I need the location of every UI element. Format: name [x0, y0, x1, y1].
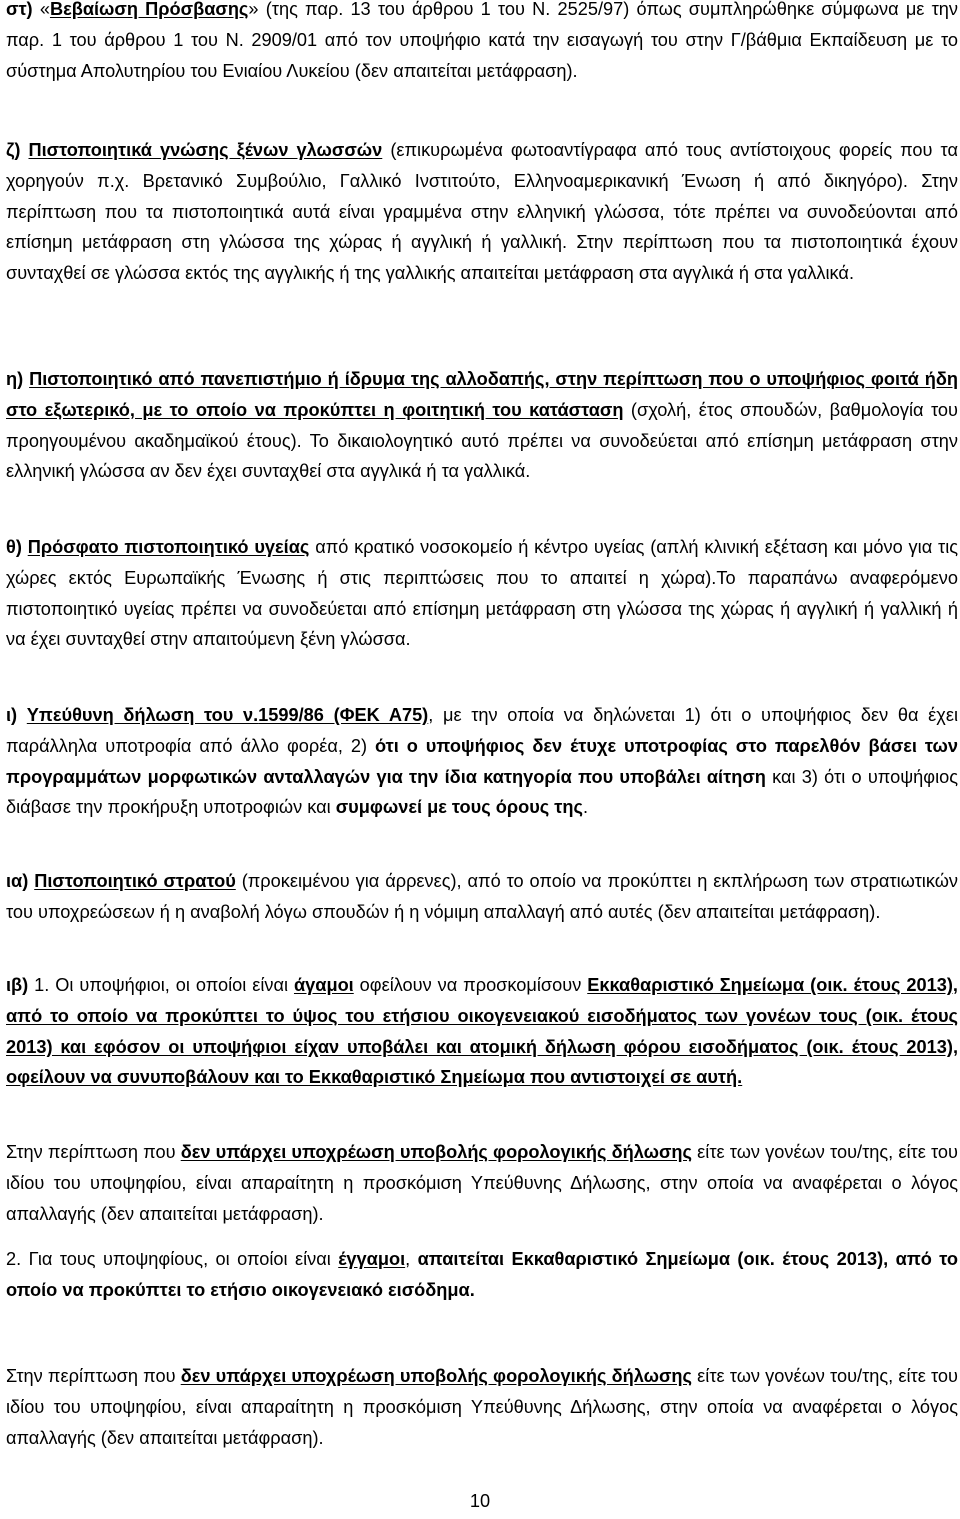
item-label: η) [6, 369, 24, 389]
item-text: (σχολή, έτος σπουδών, βαθμολογία του προηγουμένου ακαδημαϊκού έτους). Το δικαιολογητικό αυτό πρέπει να συνοδεύεται από επίσημη μετάφραση στην ελληνική γλώσσα αν δεν έχει συνταχθεί στα αγγλικά ή τα γαλλικά. [6, 399, 958, 482]
paragraph-iota [6, 700, 958, 823]
item-text: 1. Οι υποψήφιοι, οι οποίοι είναι [28, 975, 294, 995]
item-label: ια) [6, 871, 29, 891]
paragraph-i [6, 364, 958, 487]
item-term-cont: , στην περίπτωση που ο υποψήφιος φοιτά ήδη στο εξωτερικό, με το οποίο να προκύπτει η φοιτητική του κατάσταση [6, 369, 958, 420]
item-text: και 3) ότι ο υποψήφιος διάβασε την προκήρυξη υποτροφιών και [6, 766, 958, 818]
item-text: , [405, 1249, 418, 1269]
item-text: Στην περίπτωση που [6, 1142, 181, 1162]
item-emphasis: δεν υπάρχει υποχρέωση υποβολής φορολογικής δήλωσης [180, 1142, 692, 1162]
item-emphasis: Εκκαθαριστικό Σημείωμα (οικ. έτους 2013), από το οποίο να προκύπτει το ύψος του ετήσιου οικογενειακού εισοδήματος των γονέων τους (οικ. έτους 2013) και εφόσον οι υποψήφιοι είχαν υποβάλει και ατομική δήλωση φόρου εισοδήματος (οικ. έτους 2013), οφείλουν να συνυποβάλουν και το Εκκαθαριστικό Σημείωμα που αντιστοιχεί σε αυτή. [6, 975, 958, 1088]
item-text: (προκειμένου για άρρενες), από το οποίο να προκύπτει η εκπλήρωση των στρατιωτικών του υποχρεώσεων ή η αναβολή λόγω σπουδών ή η νόμιμη απαλλαγή από αυτές (δεν απαιτείται μετάφραση). [6, 871, 958, 922]
paragraph-ia [6, 866, 958, 928]
item-term: Πρόσφατο πιστοποιητικό υγείας [27, 537, 310, 557]
item-text: . [582, 797, 589, 818]
paragraph-case-2 [6, 1361, 958, 1453]
item-text: , με την οποία να δηλώνεται 1) ότι ο υποψήφιος δεν θα έχει παράλληλα υποτροφία από άλλο φορέα, 2) [6, 705, 958, 756]
paragraph-th [6, 532, 958, 655]
paragraph-z [6, 135, 958, 289]
item-label: ι) [6, 705, 18, 725]
paragraph-ib [6, 970, 958, 1093]
item-text: είτε των γονέων του/της, είτε του ιδίου του υποψηφίου, είναι απαραίτητη η προσκόμιση Υπεύθυνης Δήλωσης, στην οποία να αναφέρεται ο λόγος απαλλαγής (δεν απαιτείται μετάφραση). [6, 1366, 958, 1448]
item-text: οφείλουν να προσκομίσουν [353, 975, 588, 995]
item-text: από κρατικό νοσοκομείο ή κέντρο υγείας (απλή κλινική εξέταση και μόνο για τις χώρες εκτός Ευρωπαϊκής Ένωσης ή στις περιπτώσεις που το απαιτεί η χώρα).Το παραπάνω αναφερόμενο πιστοποιητικό υγείας πρέπει να συνοδεύεται από επίσημη μετάφραση στη γλώσσα της χώρας ή αγγλική ή γαλλική ή να έχει συνταχθεί στην απαιτούμενη ξένη γλώσσα. [6, 537, 959, 650]
item-emphasis: έγγαμοι [338, 1249, 406, 1269]
item-term: Πιστοποιητικό από πανεπιστήμιο ή ίδρυμα της αλλοδαπής [29, 369, 545, 389]
page-number: 10 [469, 1491, 491, 1511]
paragraph-case-1 [6, 1137, 958, 1229]
item-term: Υπεύθυνη δήλωση του ν. [26, 705, 259, 725]
item-text: (επικυρωμένα φωτοαντίγραφα από τους αντίστοιχους φορείς που τα χορηγούν π.χ. Βρετανικό Συμβούλιο, Γαλλικό Ινστιτούτο, Ελληνοαμερικανική Ένωση ή από δικηγόρο). Στην περίπτωση που τα πιστοποιητικά αυτά είναι γραμμένα στην ελληνική γλώσσα, τότε πρέπει να συνοδεύονται από επίσημη μετάφραση στη γλώσσα της χώρας ή αγγλική ή γαλλική. Στην περίπτωση που τα πιστοποιητικά έχουν συνταχθεί σε γλώσσα εκτός της αγγλικής ή της γαλλικής απαιτείται μετάφραση στα αγγλικά ή στα γαλλικά. [6, 140, 958, 284]
item-text: 2. Για τους υποψηφίους, οι οποίοι είναι [6, 1249, 339, 1269]
item-label: στ) [6, 0, 33, 19]
item-term: Βεβαίωση Πρόσβασης [49, 0, 249, 19]
item-emphasis: άγαμοι [293, 975, 354, 995]
item-term: Πιστοποιητικό στρατού [34, 871, 236, 891]
item-text: (της παρ. 13 του άρθρου 1 του Ν. 2525/97) όπως συμπληρώθηκε σύμφωνα με την παρ. 1 του άρθρου 1 του Ν. 2909/01 από τον υποψήφιο κατά την εισαγωγή του στην Γ/βάθμια Εκπαίδευση με το σύστημα Απολυτηρίου του Ενιαίου Λυκείου (δεν απαιτείται μετάφραση). [6, 0, 958, 81]
item-text: Στην περίπτωση που [6, 1366, 181, 1386]
paragraph-st [6, 0, 958, 86]
item-emphasis: απαιτείται Εκκαθαριστικό Σημείωμα (οικ. έτους 2013), από το οποίο να προκύπτει το ετήσιο οικογενειακό εισόδημα. [6, 1249, 959, 1300]
item-text: είτε των γονέων του/της, είτε του ιδίου του υποψηφίου, είναι απαραίτητη η προσκόμιση Υπεύθυνης Δήλωσης, στην οποία να αναφέρεται ο λόγος απαλλαγής (δεν απαιτείται μετάφραση). [6, 1142, 958, 1224]
item-label: θ) [6, 537, 22, 557]
paragraph-2 [6, 1244, 958, 1306]
quote-close: » [248, 0, 259, 19]
item-emphasis: συμφωνεί με τους όρους της [335, 797, 583, 818]
item-term: Πιστοποιητικά γνώσης ξένων γλωσσών [28, 140, 383, 160]
item-label: ζ) [6, 140, 21, 160]
item-emphasis: ότι ο υποψήφιος δεν έτυχε υποτροφίας στο παρελθόν βάσει των προγραμμάτων μορφωτικών ανταλλαγών για την ίδια κατηγορία που υποβάλει αίτηση [6, 735, 958, 787]
quote-open: « [39, 0, 50, 19]
item-label: ιβ) [6, 975, 29, 995]
item-emphasis: δεν υπάρχει υποχρέωση υποβολής φορολογικής δήλωσης [180, 1366, 692, 1386]
item-term-law: 1599/86 (ΦΕΚ Α75) [258, 705, 429, 725]
